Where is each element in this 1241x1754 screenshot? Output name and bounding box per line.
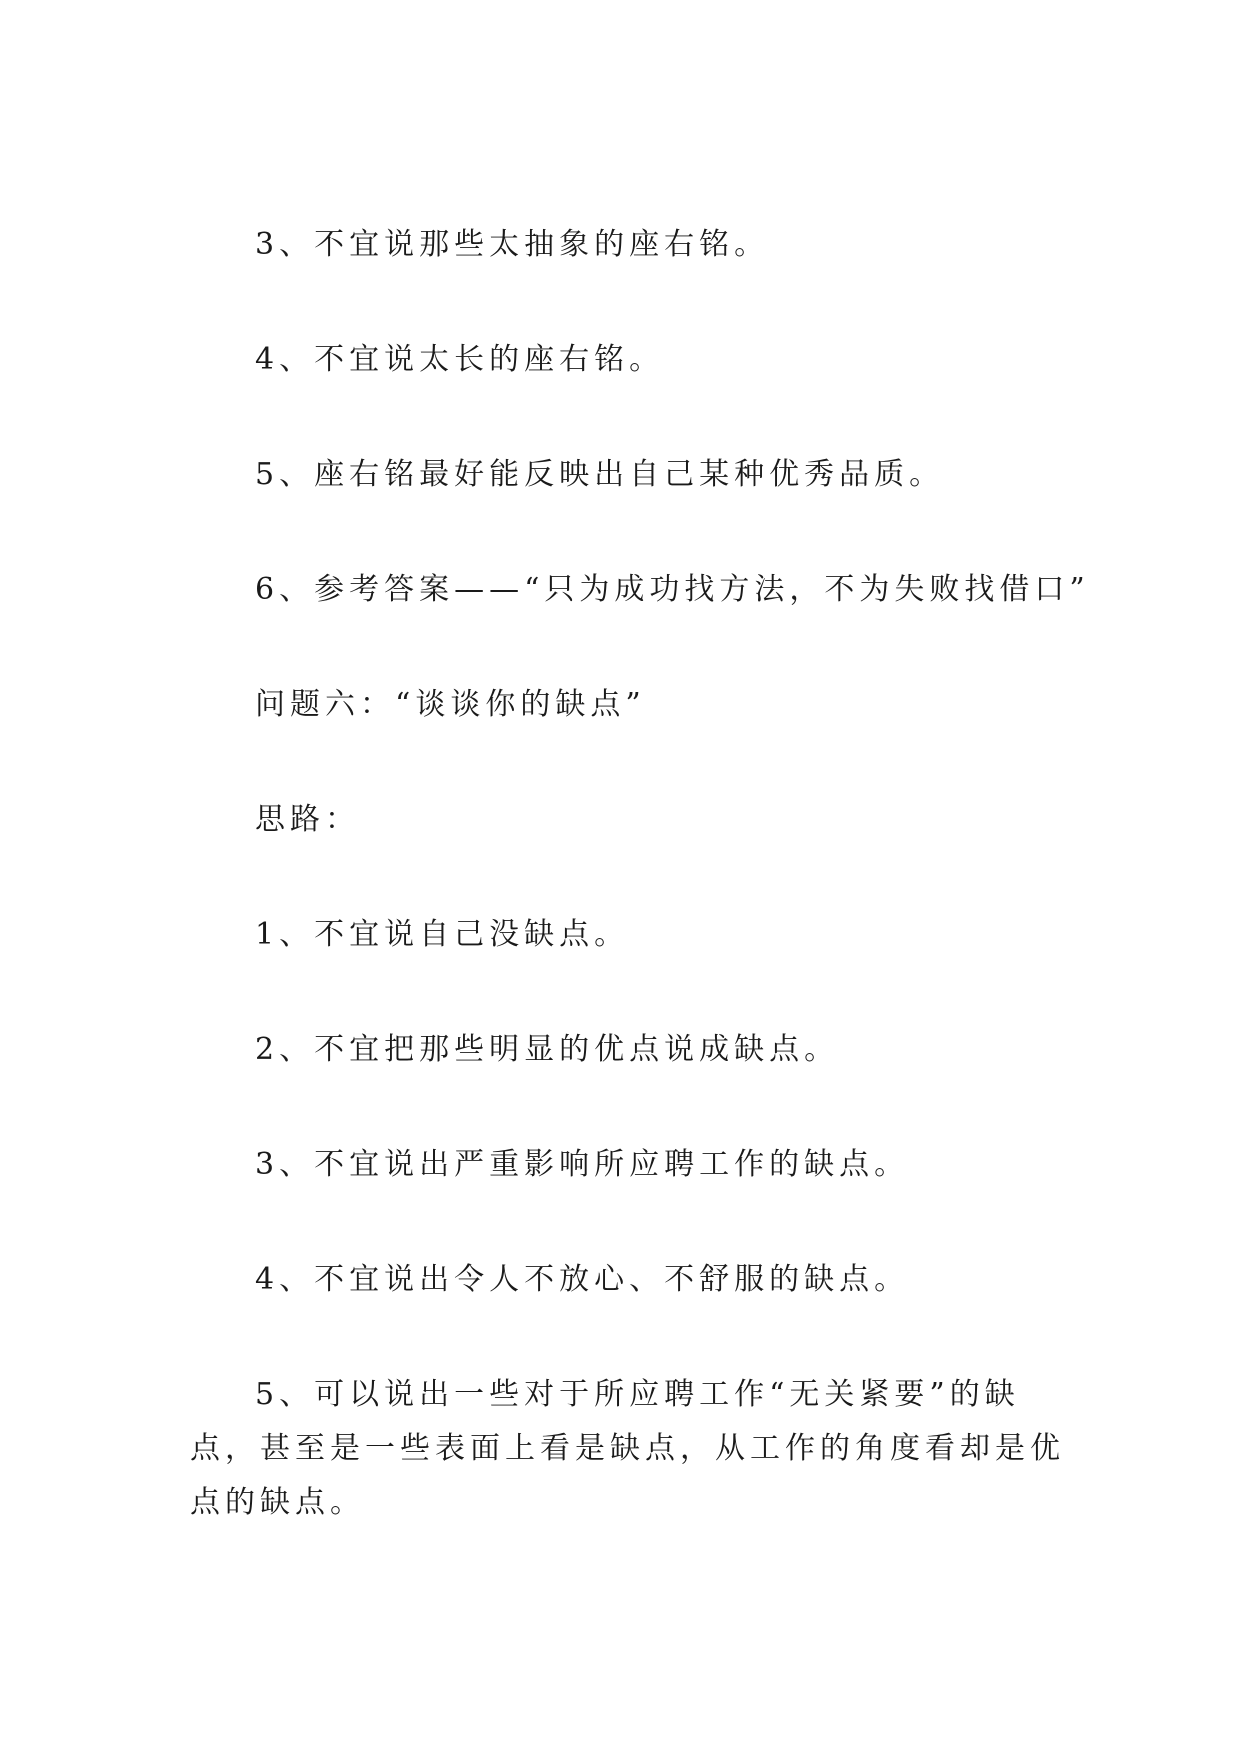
text-line: 1、不宜说自己没缺点。: [255, 917, 630, 952]
text-line: 4、不宜说太长的座右铭。: [255, 342, 665, 377]
section-heading: 问题六：“谈谈你的缺点”: [255, 687, 646, 722]
text-line: 3、不宜说出严重影响所应聘工作的缺点。: [255, 1147, 910, 1182]
text-line: 思路：: [255, 802, 360, 837]
text-line: 2、不宜把那些明显的优点说成缺点。: [255, 1032, 840, 1067]
text-line: 4、不宜说出令人不放心、不舒服的缺点。: [255, 1262, 910, 1297]
text-line: 6、参考答案——“只为成功找方法，不为失败找借口”: [255, 572, 1090, 607]
text-line: 3、不宜说那些太抽象的座右铭。: [255, 227, 770, 262]
final-paragraph: 5、可以说出一些对于所应聘工作“无关紧要”的缺点，甚至是一些表面上看是缺点，从工作的角度看却是优点的缺点。: [190, 1377, 1065, 1520]
text-line: 5、座右铭最好能反映出自己某种优秀品质。: [255, 457, 945, 492]
